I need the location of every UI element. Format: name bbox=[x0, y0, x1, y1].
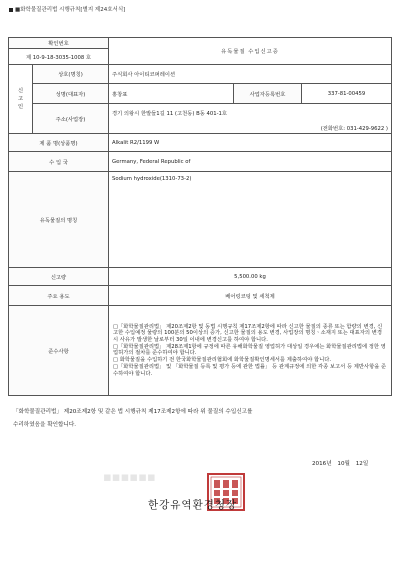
issue-date: 2016년 10월 12일 bbox=[312, 461, 369, 467]
quantity: 5,500.00 kg bbox=[109, 268, 392, 286]
statement-line: 「화학물질관리법」 제20조제2항 및 같은 법 시행규칙 제17조제2항에 따라 위 물질의 수입신고를 bbox=[13, 409, 253, 415]
product-name: Alkalit R2/1199 W bbox=[109, 134, 392, 152]
form-header: ■화학물질관리법 시행규칙[별지 제24호서식] bbox=[9, 5, 125, 13]
representative: 홍창표 bbox=[109, 84, 234, 104]
address: 경기 의왕시 한발들1길 11 (고천동) B동 401-1호 bbox=[109, 104, 392, 123]
compliance-note: □「화학물질관리법」 제28조제1항에 규정에 따른 유해화학물질 영업허가 대상일 경우에는 화학물질관리법에 정한 영업허가의 절차를 준수하여야 합니다. bbox=[113, 343, 386, 356]
substance-label: 유독물질의 명칭 bbox=[9, 172, 109, 268]
import-country-label: 수 입 국 bbox=[9, 152, 109, 172]
compliance-note: □ 화학물질을 수입하기 전 한국화학물질관리협회에 화학물질확인명세서를 제출하여야 합니다. bbox=[113, 357, 332, 364]
compliance-note: □「화학물질관리법」 제20조제2항 및 동법 시행규칙 제17조제2항에 따라 신고한 물질의 종류 또는 함량의 변경, 신고한 수입예정 물량의 100분의 50이상의 증가, 신고한 물질의 용도 변경, 사업장의 명칭ㆍ소재지 또는 대표자의 변경 시 사유가 발생한 날로부터 30일 이내에 변경신고를 하여야 합니다. bbox=[113, 324, 383, 343]
compliance-notes bbox=[109, 306, 392, 396]
company-name: 주식회사 아이티코퍼레이션 bbox=[109, 65, 392, 84]
import-country: Germany, Federal Republic of bbox=[109, 152, 392, 172]
address-label: 주소(사업장) bbox=[33, 104, 109, 134]
permit-number: 제 10-9-18-3035-1008 호 bbox=[9, 49, 109, 65]
confirmation-statement bbox=[13, 406, 383, 432]
use: 베어링코팅 및 세척제 bbox=[109, 286, 392, 306]
business-registration-label: 사업자등록번호 bbox=[234, 84, 302, 104]
use-label: 주요 용도 bbox=[9, 286, 109, 306]
statement-line: 수리하였음을 확인합니다. bbox=[13, 422, 76, 428]
issuer-name: 한강유역환경청장 bbox=[148, 499, 238, 511]
compliance-label: 준수사항 bbox=[9, 306, 109, 396]
substance-name: Sodium hydroxide(1310-73-2) bbox=[109, 172, 392, 268]
watermark: ▪▪▪▪▪▪ bbox=[103, 470, 156, 485]
applicant-label: 신 고 인 bbox=[9, 65, 33, 134]
declaration-form-table bbox=[8, 37, 392, 396]
form-title: 유독물질 수입신고증 bbox=[109, 38, 392, 65]
quantity-label: 신고량 bbox=[9, 268, 109, 286]
representative-label: 성명(대표자) bbox=[33, 84, 109, 104]
business-registration-number: 337-81-00459 bbox=[302, 84, 392, 104]
compliance-note: □「화학물질관리법」 및 「화학물질 등록 및 평가 등에 관한 법률」 등 관계규정에 의한 각종 보고서 등 제반사항을 준수하여야 합니다. bbox=[113, 364, 387, 377]
company-name-label: 상호(명칭) bbox=[33, 65, 109, 84]
product-name-label: 제 품 명(상품명) bbox=[9, 134, 109, 152]
permit-number-label: 확인번호 bbox=[9, 38, 109, 49]
phone-number: (전화번호: 031-429-9622 ) bbox=[109, 123, 392, 134]
